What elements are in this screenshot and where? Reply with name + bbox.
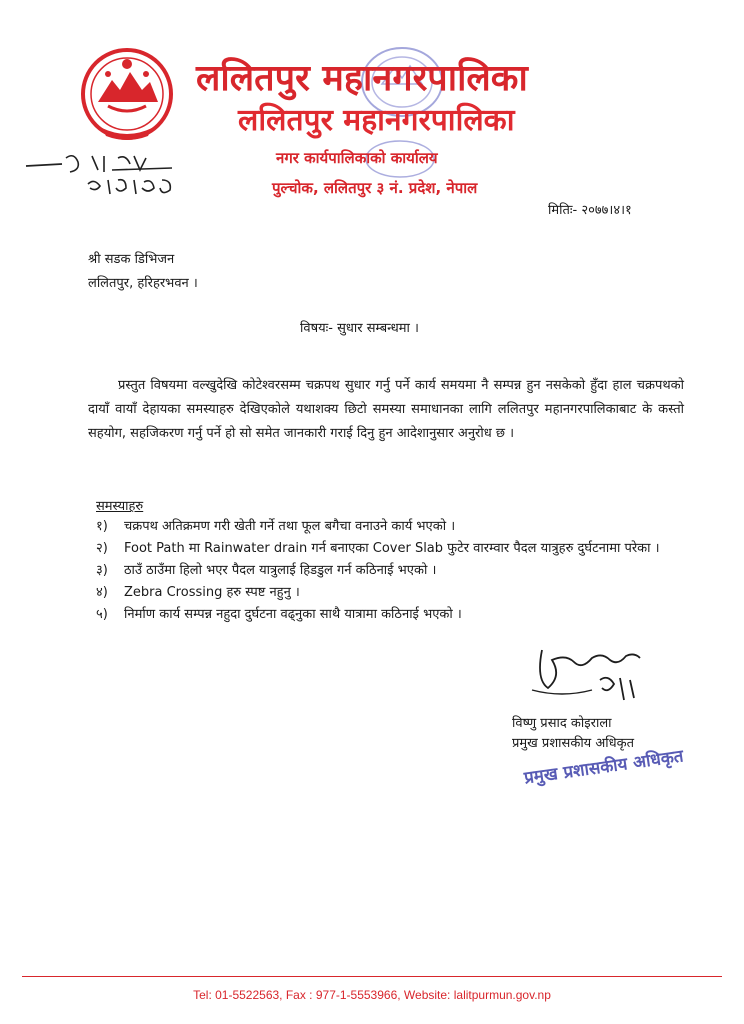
list-item <box>96 538 696 560</box>
footer-contact: Tel: 01-5522563, Fax : 977-1-5553966, Website: lalitpurmun.gov.np <box>193 988 551 1002</box>
organization-name-repeat: ललितपुर महानगरपालिका <box>238 103 515 138</box>
office-name: नगर कार्यपालिकाको कार्यालय <box>276 149 438 167</box>
list-item <box>96 516 696 538</box>
list-item <box>96 560 696 582</box>
addressee-line-2: ललितपुर, हरिहरभवन । <box>88 276 198 291</box>
list-item-number: २) <box>96 541 108 556</box>
list-item-text: Zebra Crossing हरु स्पष्ट नहुनु । <box>124 585 300 600</box>
office-address: पुल्चोक, ललितपुर ३ नं. प्रदेश, नेपाल <box>272 179 478 197</box>
list-item-text: चक्रपथ अतिक्रमण गरी खेती गर्ने तथा फूल बगैचा वनाउने कार्य भएको । <box>124 519 456 534</box>
svg-text:प्रमुख प्रशासकीय अधिकृत: प्रमुख प्रशासकीय अधिकृत <box>522 746 685 789</box>
problems-heading: समस्याहरु <box>96 499 144 514</box>
subject-line: विषयः- सुधार सम्बन्धमा । <box>300 321 419 336</box>
handwritten-signature <box>522 640 652 710</box>
list-item-text: निर्माण कार्य सम्पन्न नहुदा दुर्घटना वढ्नुका साथै यात्रामा कठिनाई भएको । <box>124 607 462 622</box>
list-item-number: ५) <box>96 607 108 622</box>
list-item-text: ठाउँ ठाउँमा हिलो भएर पैदल यात्रुलाई हिडडुल गर्न कठिनाई भएको । <box>124 563 437 578</box>
problems-list <box>96 516 696 626</box>
list-item-number: ३) <box>96 563 108 578</box>
list-item-text: Foot Path मा Rainwater drain गर्न बनाएका Cover Slab फुटेर वारम्वार पैदल यात्रुहरु दुर्घटनामा परेका । <box>124 541 660 556</box>
signatory-title: प्रमुख प्रशासकीय अधिकृत <box>512 736 635 751</box>
organization-name: ललितपुर महानगरपालिका <box>196 58 528 99</box>
letter-date: मितिः- २०७७।४।१ <box>548 203 632 218</box>
list-item <box>96 604 696 626</box>
list-item-number: १) <box>96 519 108 534</box>
nepal-emblem-icon <box>78 44 176 144</box>
footer-divider <box>22 976 722 977</box>
addressee-line-1: श्री सडक डिभिजन <box>88 252 175 267</box>
list-item-number: ४) <box>96 585 108 600</box>
signatory-name: विष्णु प्रसाद कोइराला <box>512 716 612 731</box>
body-paragraph: प्रस्तुत विषयमा वल्खुदेखि कोटेश्वरसम्म चक्रपथ सुधार गर्नु पर्ने कार्य समयमा नै सम्पन्न हुन नसकेको हुँदा हाल चक्रपथको दायाँ वायाँ देहायका समस्याहरु देखिएकोले यथाशक्य छिटो समस्या समाधानका लागि ललितपुर महानगरपालिकाबाट के कस्तो सहयोग, सहजिकरण गर्नु पर्ने हो सो समेत जानकारी गराई दिनु हुन आदेशानुसार अनुरोध छ । <box>88 378 684 441</box>
handwritten-reference-number <box>22 150 212 198</box>
list-item <box>96 582 696 604</box>
addressee-block <box>88 248 388 296</box>
